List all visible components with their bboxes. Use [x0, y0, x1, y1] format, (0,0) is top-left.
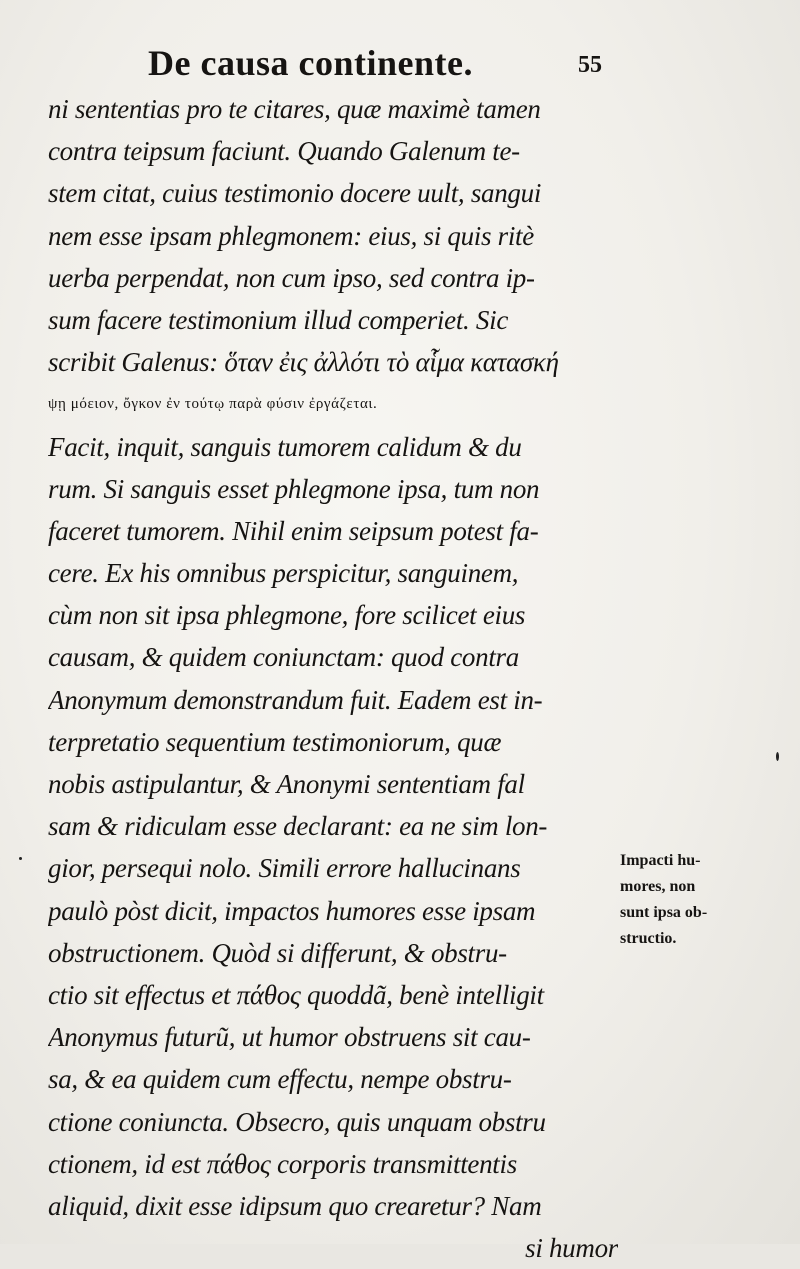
text-line: uerba perpendat, non cum ipso, sed contra ip-	[48, 262, 535, 293]
text-line: sum facere testimonium illud comperiet. Sic	[48, 304, 509, 335]
text-line: ni sententias pro te citares, quæ maximè tamen	[48, 94, 541, 124]
text-line: causam, & quidem coniunctam: quod contra	[48, 642, 519, 673]
text-line: ctionem, id est πάθος corporis transmittentis	[48, 1148, 517, 1179]
text-line: nobis astipulantur, & Anonymi sententiam fal	[48, 769, 525, 799]
text-line: Anonymus futurũ, ut humor obstruens sit cau-	[48, 1022, 531, 1053]
text-line: terpretatio sequentium testimoniorum, quæ	[48, 726, 502, 757]
text-line: cere. Ex his omnibus perspicitur, sanguinem,	[48, 558, 519, 589]
ink-speck	[19, 857, 22, 860]
text-line: contra teipsum faciunt. Quando Galenum te-	[48, 136, 520, 167]
text-line: aliquid, dixit esse idipsum quo crearetur? Nam	[48, 1190, 542, 1221]
text-line: scribit Galenus: ὅταν ἐις ἀλλότι τὸ αἷμα κατασκή	[48, 347, 559, 378]
text-line: sa, & ea quidem cum effectu, nempe obstru-	[48, 1064, 512, 1095]
marginal-note-line: structio.	[620, 930, 677, 947]
catchword-line: si humor	[525, 1233, 618, 1264]
text-line: sam & ridiculam esse declarant: ea ne sim lon-	[48, 811, 548, 842]
text-line: gior, persequi nolo. Simili errore hallucinans	[48, 853, 521, 884]
marginal-note-line: Impacti hu-	[620, 852, 701, 869]
text-line: cùm non sit ipsa phlegmone, fore scilicet eius	[48, 600, 526, 631]
text-line: Anonymum demonstrandum fuit. Eadem est in-	[48, 684, 543, 715]
text-line: ctione coniuncta. Obsecro, quis unquam obstru	[48, 1106, 546, 1137]
text-line: faceret tumorem. Nihil enim seipsum potest fa-	[48, 515, 539, 546]
text-line: obstructionem. Quòd si differunt, & obstru-	[48, 937, 507, 968]
marginal-note	[620, 848, 770, 952]
greek-quote-line: ψῃ μόειον, ὄγκον ἐν τούτῳ παρὰ φύσιν ἐργάζεται.	[48, 396, 378, 413]
marginal-note-line: sunt ipsa ob-	[620, 904, 708, 921]
text-line: paulò pòst dicit, impactos humores esse ipsam	[48, 895, 536, 926]
main-text-block	[48, 88, 618, 1269]
ink-speck	[776, 752, 779, 761]
text-line: rum. Si sanguis esset phlegmone ipsa, tum non	[48, 473, 540, 504]
text-line: Facit, inquit, sanguis tumorem calidum & du	[48, 431, 522, 462]
text-line: ctio sit effectus et πάθος quoddã, benè intelligit	[48, 979, 544, 1010]
text-line: stem citat, cuius testimonio docere uult, sangui	[48, 178, 542, 209]
running-title: De causa continente.	[148, 43, 473, 83]
text-line: nem esse ipsam phlegmonem: eius, si quis ritè	[48, 220, 534, 251]
marginal-note-line: mores, non	[620, 878, 696, 895]
page-number: 55	[578, 52, 602, 78]
